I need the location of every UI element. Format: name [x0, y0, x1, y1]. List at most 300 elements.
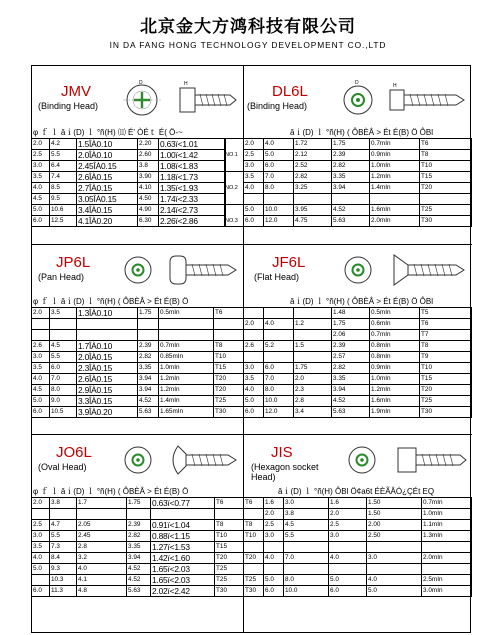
- table-cell: 2.0: [32, 139, 50, 150]
- table-cell: 2.39: [127, 520, 151, 531]
- table-cell: 3.5: [32, 172, 50, 183]
- svg-text:D: D: [355, 80, 359, 86]
- table-cell: 3.5: [244, 172, 264, 183]
- table-cell: 5.0: [244, 396, 264, 407]
- jo6l-spec-table: [31, 497, 244, 597]
- jp6l-title: JP6L: [56, 254, 91, 271]
- table-cell: 0.88ï<1.15: [151, 531, 215, 542]
- table-cell: T10: [214, 352, 244, 363]
- table-cell: 1.1mIn: [422, 520, 472, 531]
- table-cell: 5.5: [50, 531, 77, 542]
- table-cell: T8: [214, 341, 244, 352]
- table-cell: 2.0mIn: [370, 216, 420, 227]
- table-cell: [422, 564, 472, 575]
- table-cell: 1.27ï<1.53: [151, 542, 215, 553]
- table-cell: [159, 330, 214, 341]
- table-cell: 0.7mIn: [370, 139, 420, 150]
- table-cell: 1.5: [294, 341, 332, 352]
- table-cell: [294, 308, 332, 319]
- table-cell: 2.45: [77, 531, 127, 542]
- table-cell: 1.50: [367, 509, 422, 520]
- table-cell: T8: [420, 150, 472, 161]
- table-cell: T30: [420, 407, 472, 418]
- company-name-cn: 北京金大方鸿科技有限公司: [140, 17, 356, 37]
- table-cell: 9.5: [50, 194, 77, 205]
- table-cell: 4.52: [127, 564, 151, 575]
- table-cell: [284, 564, 329, 575]
- table-row: [32, 363, 244, 374]
- table-cell: 4.50: [138, 194, 159, 205]
- table-cell: 3.0: [244, 363, 264, 374]
- pan-head-drawing-icon: [116, 250, 242, 294]
- table-row: [32, 183, 226, 194]
- table-cell: [244, 542, 264, 553]
- torx-binding-head-drawing-icon: [336, 78, 470, 124]
- table-cell: 2.0: [32, 308, 50, 319]
- table-cell: T8: [215, 520, 244, 531]
- table-cell: 2.57: [332, 352, 370, 363]
- table-cell: 0.85mIn: [159, 352, 214, 363]
- table-cell: T25: [215, 575, 244, 586]
- table-cell: T10: [420, 161, 472, 172]
- table-cell: 1.3mIn: [422, 531, 472, 542]
- jf6l-column-headers: ǎｉ(D) ｌ °ñ(H) ( ÔBÈÂ > Ét É(B) Ö ÔBl: [290, 297, 433, 306]
- table-cell: 1.75: [332, 139, 370, 150]
- table-cell: 2.7ÎÀ0.15: [77, 183, 138, 194]
- table-cell: 2.02ï<2.42: [151, 586, 215, 597]
- table-row: [32, 308, 244, 319]
- table-cell: 2.26ï<2.86: [159, 216, 226, 227]
- dl6l-column-headers: ǎｉ(D) ｌ °ñ(H) ( ÔBÈÂ > Ét É(B) Ö ÔBl: [290, 128, 433, 137]
- table-cell: [367, 564, 422, 575]
- table-cell: 1.08ï<1.83: [159, 161, 226, 172]
- table-row: [244, 330, 472, 341]
- table-cell: 1.42ï<1.60: [151, 553, 215, 564]
- table-cell: [77, 330, 138, 341]
- table-cell: 2.6ÎÀ0.15: [77, 374, 138, 385]
- table-cell: 3.90: [138, 172, 159, 183]
- table-cell: [284, 542, 329, 553]
- section-divider-1: [31, 244, 472, 245]
- table-cell: [215, 509, 244, 520]
- table-cell: T15: [420, 172, 472, 183]
- table-cell: 2.0: [32, 498, 50, 509]
- table-cell: 2.12: [294, 150, 332, 161]
- table-cell: 3.8: [284, 509, 329, 520]
- table-cell: 1.50: [367, 498, 422, 509]
- table-cell: T20: [215, 553, 244, 564]
- table-cell: 6.0: [244, 407, 264, 418]
- table-cell: 12.5: [50, 216, 77, 227]
- table-cell: [244, 330, 264, 341]
- table-cell: 4.7: [50, 520, 77, 531]
- jp6l-subtitle: (Pan Head): [38, 272, 85, 282]
- table-cell: 2.6: [32, 341, 50, 352]
- table-cell: [32, 509, 50, 520]
- table-cell: 7.3: [50, 542, 77, 553]
- table-cell: 3.0: [32, 531, 50, 542]
- table-row: [32, 139, 226, 150]
- dl6l-title: DL6L: [272, 83, 308, 100]
- table-cell: 10.3: [50, 575, 77, 586]
- table-cell: 2.52: [294, 161, 332, 172]
- table-cell: 4.0: [32, 183, 50, 194]
- table-cell: [77, 319, 138, 330]
- table-row: [32, 385, 244, 396]
- table-cell: 4.0: [32, 374, 50, 385]
- table-cell: [370, 194, 420, 205]
- table-cell: [264, 308, 294, 319]
- svg-text:H: H: [393, 83, 397, 89]
- table-row: [244, 531, 472, 542]
- table-cell: T6: [214, 308, 244, 319]
- table-cell: T30: [214, 407, 244, 418]
- table-row: [32, 161, 226, 172]
- table-cell: 5.63: [138, 407, 159, 418]
- dl6l-spec-table: [243, 138, 472, 227]
- table-cell: 3.4: [294, 407, 332, 418]
- table-cell: 10.0: [284, 586, 329, 597]
- table-cell: 3.9ÎÀ0.20: [77, 407, 138, 418]
- table-cell: 5.63: [332, 407, 370, 418]
- table-cell: [138, 319, 159, 330]
- table-row: [32, 319, 244, 330]
- table-cell: 0.7mIn: [370, 330, 420, 341]
- table-cell: 2.0mIn: [422, 553, 472, 564]
- jmv-subtitle: (Binding Head): [38, 101, 99, 111]
- table-row: [32, 352, 244, 363]
- table-cell: 5.5: [50, 352, 77, 363]
- recess-no-1: NO.1: [225, 139, 244, 172]
- jf6l-subtitle: (Flat Head): [254, 272, 300, 282]
- table-cell: T20: [214, 374, 244, 385]
- jf6l-title: JF6L: [272, 254, 306, 271]
- table-cell: [244, 308, 264, 319]
- table-cell: T6: [215, 498, 244, 509]
- table-row: [32, 564, 244, 575]
- table-row: [32, 575, 244, 586]
- table-cell: T20: [244, 553, 264, 564]
- table-cell: 5.0: [32, 564, 50, 575]
- table-cell: T25: [214, 396, 244, 407]
- table-cell: [50, 330, 77, 341]
- table-row: [244, 205, 472, 216]
- table-cell: 3.35: [332, 172, 370, 183]
- table-cell: 4.52: [332, 396, 370, 407]
- table-cell: 2.5: [264, 520, 284, 531]
- table-cell: 6.30: [138, 216, 159, 227]
- table-cell: 8.0: [264, 183, 294, 194]
- table-cell: 0.9mIn: [370, 150, 420, 161]
- table-cell: 7.0: [50, 374, 77, 385]
- table-cell: 0.5mIn: [159, 308, 214, 319]
- table-cell: 6.0: [244, 216, 264, 227]
- table-cell: 1.7ÎÀ0.10: [77, 341, 138, 352]
- table-cell: [159, 319, 214, 330]
- table-cell: 3.0: [367, 553, 422, 564]
- table-row: [244, 183, 472, 194]
- table-cell: 3.0: [32, 352, 50, 363]
- table-cell: T25: [420, 205, 472, 216]
- table-row: [244, 564, 472, 575]
- table-cell: 7.4: [50, 172, 77, 183]
- jo6l-column-headers: φ ｆ ｌ ǎｉ(D) ｌ °ñ(H) ( ÔBÈÂ > Ét É(B) Ö: [33, 487, 189, 496]
- table-cell: 5.0: [329, 575, 367, 586]
- table-row: [244, 396, 472, 407]
- table-cell: 0.91ï<1.04: [151, 520, 215, 531]
- table-cell: T6: [420, 139, 472, 150]
- table-cell: [294, 352, 332, 363]
- table-row: [32, 150, 226, 161]
- table-cell: 3.0mIn: [422, 586, 472, 597]
- table-cell: 2.5: [32, 520, 50, 531]
- table-cell: 1.6mIn: [370, 205, 420, 216]
- table-cell: [32, 575, 50, 586]
- table-cell: 2.3ÎÀ0.15: [77, 363, 138, 374]
- table-cell: 5.0: [244, 205, 264, 216]
- table-cell: 3.35: [332, 374, 370, 385]
- table-row: [32, 542, 244, 553]
- table-cell: 4.0: [32, 553, 50, 564]
- table-row: [244, 216, 472, 227]
- table-cell: 4.0: [77, 564, 127, 575]
- table-cell: T9: [420, 352, 472, 363]
- table-cell: 0.5mIn: [370, 308, 420, 319]
- table-cell: T20: [214, 385, 244, 396]
- table-cell: 11.3: [50, 586, 77, 597]
- table-cell: T5: [420, 308, 472, 319]
- table-cell: [244, 352, 264, 363]
- table-cell: [329, 564, 367, 575]
- table-cell: 2.0ÎÀ0.10: [77, 150, 138, 161]
- table-cell: 1.0mIn: [370, 374, 420, 385]
- table-cell: 6.0: [264, 161, 294, 172]
- table-row: [244, 509, 472, 520]
- table-cell: 4.5: [50, 341, 77, 352]
- table-cell: 3.94: [138, 385, 159, 396]
- table-row: [32, 396, 244, 407]
- jo6l-title: JO6L: [56, 444, 92, 461]
- table-cell: T15: [420, 374, 472, 385]
- table-row: [244, 319, 472, 330]
- table-cell: 0.8mIn: [370, 341, 420, 352]
- table-cell: 3.94: [127, 553, 151, 564]
- table-cell: 10.0: [264, 205, 294, 216]
- table-cell: 2.00: [367, 520, 422, 531]
- table-cell: 6.0: [264, 363, 294, 374]
- table-cell: 2.45ÎÀ0.15: [77, 161, 138, 172]
- table-cell: 5.2: [264, 341, 294, 352]
- table-row: [244, 194, 472, 205]
- jis-title: JIS: [271, 444, 293, 461]
- table-cell: 9.3: [50, 564, 77, 575]
- table-cell: T8: [420, 341, 472, 352]
- jf6l-spec-table: [243, 307, 472, 418]
- table-cell: 4.1: [77, 575, 127, 586]
- table-cell: 5.0: [264, 150, 294, 161]
- table-cell: 3.2: [77, 553, 127, 564]
- table-cell: 3.94: [138, 374, 159, 385]
- table-cell: 0.6mIn: [370, 319, 420, 330]
- table-cell: 2.9ÎÀ0.15: [77, 385, 138, 396]
- table-cell: 4.52: [138, 396, 159, 407]
- table-cell: 6.0: [32, 407, 50, 418]
- table-cell: 3.95: [294, 205, 332, 216]
- table-cell: 0.8mIn: [370, 352, 420, 363]
- table-cell: [244, 509, 264, 520]
- hexagon-socket-head-drawing-icon: [340, 440, 470, 484]
- table-cell: [50, 509, 77, 520]
- table-row: [244, 385, 472, 396]
- table-cell: 3.5: [32, 542, 50, 553]
- table-cell: 5.5: [50, 150, 77, 161]
- table-cell: 8.4: [50, 553, 77, 564]
- table-cell: 10.6: [50, 205, 77, 216]
- table-cell: [32, 319, 50, 330]
- table-row: [244, 161, 472, 172]
- table-cell: 4.8: [77, 586, 127, 597]
- table-cell: 4.5: [284, 520, 329, 531]
- table-cell: 2.0: [244, 139, 264, 150]
- table-cell: 2.0: [244, 319, 264, 330]
- table-cell: 5.63: [127, 586, 151, 597]
- table-cell: T25: [420, 396, 472, 407]
- table-cell: 5.63: [332, 216, 370, 227]
- table-cell: [422, 542, 472, 553]
- table-cell: T25: [215, 564, 244, 575]
- table-cell: 1.6mIn: [370, 396, 420, 407]
- table-cell: 2.82: [332, 363, 370, 374]
- table-cell: 10.0: [264, 396, 294, 407]
- table-row: [32, 531, 244, 542]
- table-cell: 4.90: [138, 205, 159, 216]
- table-cell: 4.0: [264, 553, 284, 564]
- table-row: [32, 341, 244, 352]
- table-cell: 1.2mIn: [370, 172, 420, 183]
- table-row: [244, 150, 472, 161]
- table-row: [244, 352, 472, 363]
- table-cell: 1.2mIn: [159, 385, 214, 396]
- table-cell: 6.4: [50, 161, 77, 172]
- jmv-column-headers: φ ｆ ｌ ǎｉ(D) ｌ °ñ(H) ⑾ É' ÒÉｔ É( Ö-~: [33, 128, 183, 137]
- table-cell: 0.7mIn: [422, 498, 472, 509]
- table-cell: 1.0mIn: [159, 363, 214, 374]
- table-cell: [332, 194, 370, 205]
- table-cell: 1.75: [127, 498, 151, 509]
- table-cell: 2.5: [329, 520, 367, 531]
- table-row: [244, 374, 472, 385]
- table-cell: 4.0: [264, 139, 294, 150]
- section-divider-2: [31, 434, 472, 435]
- table-cell: 1.0mIn: [370, 161, 420, 172]
- table-cell: [264, 564, 284, 575]
- table-row: [32, 205, 226, 216]
- table-cell: 1.6: [264, 498, 284, 509]
- table-cell: 1.00ï<1.42: [159, 150, 226, 161]
- table-cell: 12.0: [264, 216, 294, 227]
- table-cell: 2.60: [138, 150, 159, 161]
- table-cell: 10.5: [50, 407, 77, 418]
- recess-no-2: NO.2: [225, 172, 244, 205]
- table-cell: [294, 194, 332, 205]
- table-cell: 1.75: [138, 308, 159, 319]
- jmv-title: JMV: [61, 83, 91, 100]
- table-cell: 0.63ï<0.77: [151, 498, 215, 509]
- table-cell: [127, 509, 151, 520]
- jis-spec-table: [243, 497, 472, 597]
- table-cell: 8.0: [284, 575, 329, 586]
- table-cell: 1.9mIn: [370, 407, 420, 418]
- table-cell: 7.0: [264, 172, 294, 183]
- table-cell: 2.0: [329, 509, 367, 520]
- table-cell: 3.25: [294, 183, 332, 194]
- table-cell: 7.0: [284, 553, 329, 564]
- table-cell: T10: [244, 531, 264, 542]
- svg-text:D: D: [139, 80, 143, 86]
- table-row: [32, 553, 244, 564]
- table-cell: 5.5: [284, 531, 329, 542]
- table-cell: 1.74ï<2.33: [159, 194, 226, 205]
- table-row: [244, 542, 472, 553]
- dl6l-subtitle: (Binding Head): [247, 101, 308, 111]
- table-cell: [77, 509, 127, 520]
- table-cell: 1.2: [294, 319, 332, 330]
- svg-text:H: H: [184, 81, 188, 87]
- table-cell: 4.10: [138, 183, 159, 194]
- table-cell: 3.0: [329, 531, 367, 542]
- table-cell: 4.5: [32, 385, 50, 396]
- table-cell: 1.6: [329, 498, 367, 509]
- table-cell: 0.63ï<1.01: [159, 139, 226, 150]
- table-cell: 2.5mIn: [422, 575, 472, 586]
- table-cell: [264, 330, 294, 341]
- table-cell: 3.0: [244, 161, 264, 172]
- table-cell: T10: [420, 363, 472, 374]
- company-name-en: IN DA FANG HONG TECHNOLOGY DEVELOPMENT CO.,LTD: [109, 40, 387, 50]
- table-cell: 3.35: [127, 542, 151, 553]
- table-cell: T10: [215, 531, 244, 542]
- table-cell: 1.7: [77, 498, 127, 509]
- table-cell: 5.0: [32, 396, 50, 407]
- table-row: [244, 575, 472, 586]
- table-cell: 2.14ï<2.73: [159, 205, 226, 216]
- table-cell: 5.0: [367, 586, 422, 597]
- table-cell: 4.5: [32, 194, 50, 205]
- table-cell: 7.0: [264, 374, 294, 385]
- recess-no-3: NO.3: [225, 205, 244, 227]
- jmv-spec-table: [31, 138, 226, 227]
- table-cell: 3.94: [332, 183, 370, 194]
- table-row: [244, 520, 472, 531]
- flat-head-drawing-icon: [336, 250, 470, 294]
- table-cell: 2.39: [332, 341, 370, 352]
- table-cell: T20: [420, 183, 472, 194]
- jp6l-column-headers: φ ｆ ｌ ǎｉ(D) ｌ °ñ(H) ( ÔBÈÂ > Ét É(B) Ö: [33, 297, 189, 306]
- binding-head-drawing-icon: [118, 78, 242, 124]
- jo6l-subtitle: (Oval Head): [38, 462, 87, 472]
- table-cell: T25: [244, 575, 264, 586]
- table-cell: T15: [214, 363, 244, 374]
- table-cell: 4.52: [332, 205, 370, 216]
- table-cell: [244, 194, 264, 205]
- table-cell: 6.0: [32, 586, 50, 597]
- table-cell: [264, 542, 284, 553]
- table-cell: 4.0: [367, 575, 422, 586]
- table-cell: 1.35ï<1.93: [159, 183, 226, 194]
- table-cell: T8: [244, 520, 264, 531]
- table-cell: 5.0: [32, 205, 50, 216]
- table-cell: 8.0: [264, 385, 294, 396]
